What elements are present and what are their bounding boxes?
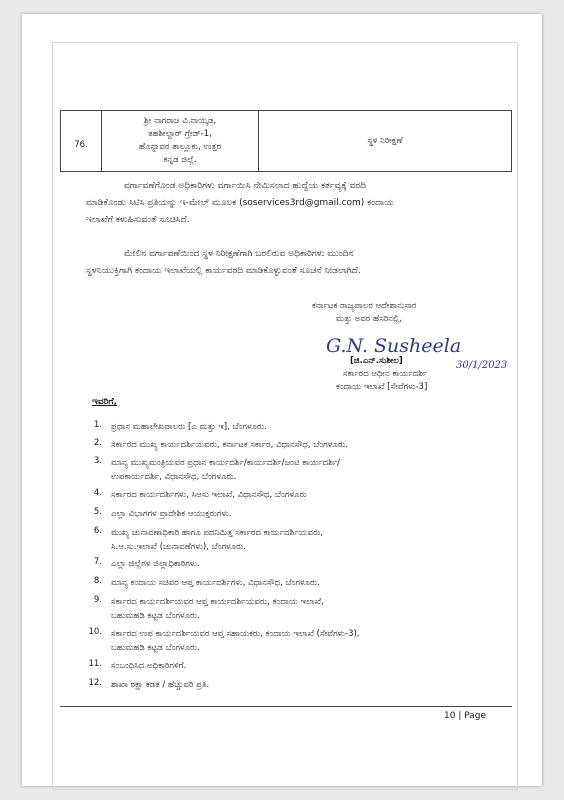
signatory-designation: ಸರ್ಕಾರದ ಅಧೀನ ಕಾರ್ಯದರ್ಶಿ	[343, 369, 428, 379]
paragraph-line: ಸ್ಥಳನಿಯುಕ್ತಿಗಾಗಿ ಕಂದಾಯ ಇಲಾಖೆಯಲ್ಲಿ ಕಾರ್ಯವರದಿ ಮಾಡಿಕೊಳ್ಳುವಂತೆ ಸೂಚನೆ ನೀಡಲಾಗಿದೆ.	[86, 266, 361, 276]
paragraph-line: ಇಲಾಖೆಗೆ ಕಳುಹಿಸುವಂತೆ ಸೂಚಿಸಿದೆ.	[86, 215, 190, 225]
officer-name-line: ಶ್ರೀ ನಾಗರಾಜ ವಿ.ನಾಯ್ಕಡ,	[143, 116, 217, 126]
list-number: 7.	[93, 557, 102, 567]
list-number: 2.	[93, 438, 102, 448]
row-number: 76.	[61, 111, 102, 172]
list-text: ಎಲ್ಲಾ ಜಿಲ್ಲೆಗಳ ಜಿಲ್ಲಾಧಿಕಾರಿಗಳು.	[111, 559, 200, 569]
list-number: 6.	[93, 526, 102, 536]
list-item	[84, 576, 514, 590]
list-number: 12.	[88, 678, 102, 688]
list-number: 11.	[88, 659, 102, 669]
officer-name-line: ಕನ್ನಡ ಜಿಲ್ಲೆ.	[163, 155, 197, 165]
list-text: ಪ್ರಧಾನ ಮಹಾಲೇಖಪಾಲರು [ಎ ಮತ್ತು ಇ], ಬೆಂಗಳೂರು.	[111, 422, 267, 432]
list-text: ಸರ್ಕಾರದ ಉಪ ಕಾರ್ಯದರ್ಶಿಯವರ ಆಪ್ತ ಸಹಾಯಕರು, ಕಂದಾಯ ಇಲಾಖೆ (ಸೇವೆಗಳು-3),	[111, 629, 360, 639]
list-number: 4.	[93, 488, 102, 498]
list-text: ಮಾನ್ಯ ಮುಖ್ಯಮಂತ್ರಿಯವರ ಪ್ರಧಾನ ಕಾರ್ಯದರ್ಶಿ/ಕಾರ್ಯದರ್ಶಿ/ಜಂಟಿ ಕಾರ್ಯದರ್ಶಿ/	[111, 458, 341, 468]
list-item	[84, 678, 514, 692]
paragraph-line: ಮೇಲಿನ ವರ್ಗಾವಣೆಯಿಂದ ಸ್ಥಳ ನಿರೀಕ್ಷಣೆಗಾಗಿ ಬರಲಿರುವ ಅಧಿಕಾರಿಗಳು ಮುಂದಿನ	[124, 249, 354, 259]
list-item	[84, 526, 514, 554]
list-number: 10.	[88, 627, 102, 637]
officer-table	[60, 110, 512, 172]
posting-cell: ಸ್ಥಳ ನಿರೀಕ್ಷಣೆ	[259, 111, 512, 172]
instruction-paragraph-2	[86, 246, 512, 280]
officer-name-line: ಹೊನ್ನಾವರ ತಾಲ್ಲೂಕು, ಉತ್ತರ	[138, 142, 222, 152]
paragraph-line: ವರ್ಗಾವಣೆಗೊಂಡ ಅಧಿಕಾರಿಗಳು ವರ್ಗಾಯಿಸಿ ನೇಮಿಸಲಾದ ಹುದ್ದೆಯ ಕರ್ತವ್ಯಕ್ಕೆ ವರದಿ	[124, 181, 366, 191]
page-number: 10 | Page	[444, 711, 486, 721]
officer-name-cell	[102, 111, 259, 172]
list-text: ಬಹುಮಹಡಿ ಕಟ್ಟಡ ಬೆಂಗಳೂರು.	[111, 611, 200, 621]
paragraph-line: ಮಾಡಿಕೊಂಡು ಸಿಟಿಸಿ ಪ್ರತಿಯನ್ನು ಇ-ಮೇಲ್ ಮೂಲಕ (soservices3rd@gmail.com) ಕಂದಾಯ	[86, 198, 394, 208]
list-text: ಬಹುಮಹಡಿ ಕಟ್ಟಡ ಬೆಂಗಳೂರು.	[111, 643, 200, 653]
list-item	[84, 557, 514, 571]
list-item	[84, 420, 514, 434]
instruction-paragraph-1	[86, 178, 512, 229]
list-item	[84, 659, 514, 673]
footer-rule	[60, 706, 512, 707]
list-text: ಮುಖ್ಯ ಚುನಾವಣಾಧಿಕಾರಿ ಹಾಗೂ ಪದನಿಮಿತ್ತ ಸರ್ಕಾರದ ಕಾರ್ಯದರ್ಶಿಯವರು,	[111, 528, 324, 538]
officer-name-line: ತಹಶೀಲ್ದಾರ್ ಗ್ರೇಡ್-1,	[148, 129, 212, 139]
list-item	[84, 507, 514, 521]
list-text: ಸರ್ಕಾರದ ಕಾರ್ಯದರ್ಶಿಯವರ ಆಪ್ತ ಕಾರ್ಯದರ್ಶಿಯವರು, ಕಂದಾಯ ಇಲಾಖೆ,	[111, 597, 324, 607]
recipients-heading: ಇವರಿಗೆ,	[92, 397, 118, 407]
table-row	[61, 111, 512, 172]
list-item	[84, 488, 514, 502]
list-text: ಎಲ್ಲಾ ವಿಭಾಗಗಳ ಪ್ರಾದೇಶಿಕ ಆಯುಕ್ತರುಗಳು.	[111, 509, 232, 519]
list-text: ಸಂಬಂಧಿಸಿದ ಅಧಿಕಾರಿಗಳಿಗೆ.	[111, 661, 187, 671]
list-number: 8.	[93, 576, 102, 586]
list-text: ಉಪಕಾರ್ಯದರ್ಶಿ, ವಿಧಾನಸೌಧ, ಬೆಂಗಳೂರು.	[111, 472, 237, 482]
list-number: 3.	[93, 456, 102, 466]
list-item	[84, 627, 514, 655]
order-line-2: ಮತ್ತು ಅವರ ಹೆಸರಿನಲ್ಲಿ,	[336, 314, 403, 324]
list-number: 9.	[93, 595, 102, 605]
list-item	[84, 595, 514, 623]
signature-date: 30/1/2023	[456, 360, 508, 371]
signature-name: G.N. Susheela	[326, 335, 462, 357]
list-number: 5.	[93, 507, 102, 517]
order-line-1: ಕರ್ನಾಟಕ ರಾಜ್ಯಪಾಲರ ಆದೇಶಾನುಸಾರ	[312, 301, 417, 311]
list-item	[84, 438, 514, 452]
list-text: ಸರ್ಕಾರದ ಮುಖ್ಯ ಕಾರ್ಯದರ್ಶಿಯವರು, ಕರ್ನಾಟಕ ಸರ್ಕಾರ, ವಿಧಾನಸೌಧ, ಬೆಂಗಳೂರು.	[111, 440, 348, 450]
signatory-department: ಕಂದಾಯ ಇಲಾಖೆ [ಸೇವೆಗಳು-3]	[336, 382, 428, 392]
signatory-name: [ಜಿ.ಎನ್.ಸುಶೀಲ]	[350, 356, 403, 366]
list-text: ಶಾಖಾ ರಕ್ಷಾ ಕಡತ / ಹೆಚ್ಚುವರಿ ಪ್ರತಿ.	[111, 680, 210, 690]
list-number: 1.	[93, 420, 102, 430]
list-text: ಸರ್ಕಾರದ ಕಾರ್ಯದರ್ಶಿಗಳು, ಸಿಆಸು ಇಲಾಖೆ, ವಿಧಾನಸೌಧ, ಬೆಂಗಳೂರು	[111, 490, 307, 500]
list-text: ಮಾನ್ಯ ಕಂದಾಯ ಸಚಿವರ ಆಪ್ತ ಕಾರ್ಯದರ್ಶಿಗಳು, ವಿಧಾನಸೌಧ, ಬೆಂಗಳೂರು.	[111, 578, 320, 588]
list-text: ಸಿ.ಆ.ಸು.ಇಲಾಖೆ (ಚುನಾವಣೆಗಳು), ಬೆಂಗಳೂರು.	[111, 542, 246, 552]
list-item	[84, 456, 514, 484]
